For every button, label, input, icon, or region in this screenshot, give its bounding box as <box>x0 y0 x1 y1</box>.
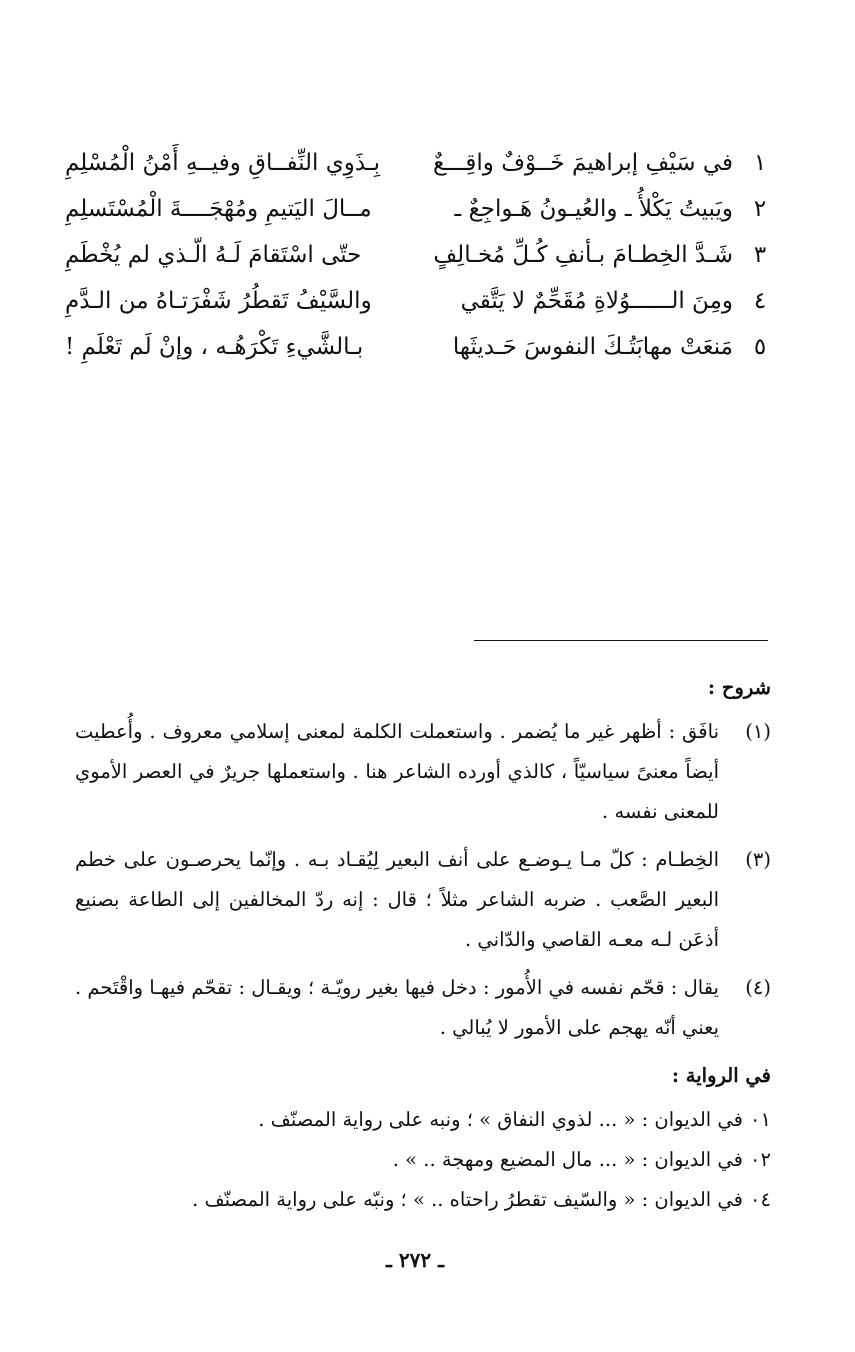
page-number: ـ ٢٧٢ ـ <box>386 1248 444 1272</box>
footnotes <box>75 668 771 1220</box>
verse-second-hemistich: بِـذَوِي النِّفــاقِ وفيــهِ أَمْنُ الْمُسْلِمِ <box>65 150 381 176</box>
verse-number: ٥ <box>753 334 767 360</box>
riwaya-item <box>75 1100 771 1140</box>
note-text: نافَق : أظهر غير ما يُضمر . واستعملت الكلمة لمعنى إسلامي معروف . وأُعطيت أيضاً معنىً سياسيّاً ، كالذي أورده الشاعر هنا . واستعملها جريرٌ في العصر الأموي للمعنى نفسه . <box>75 720 719 823</box>
footnote-separator <box>474 640 768 641</box>
verse-first-hemistich: في سَيْفِ إبراهيمَ خَــوْفٌ واقِـــعٌ <box>433 150 733 176</box>
riwaya-text: في الديوان : « ... مال المضيع ومهجة .. » . <box>392 1148 743 1171</box>
note-item <box>75 968 771 1048</box>
verse-line <box>65 324 777 370</box>
riwaya-number: ٠٢ <box>750 1148 771 1171</box>
verse-second-hemistich: بـالشَّيءِ تَكْرَهُـه ، وإنْ لَم تَعْلَمِ ! <box>65 334 364 360</box>
verse-second-hemistich: حتّى اسْتَقامَ لَـهُ الّـذي لم يُخْطَمِ <box>65 242 362 268</box>
verse-line <box>65 140 777 186</box>
note-number: (٤) <box>745 976 771 999</box>
verse-second-hemistich: مــالَ اليَتيمِ ومُهْجَــــةَ الْمُسْتَسلِمِ <box>65 196 372 222</box>
riwaya-item <box>75 1140 771 1180</box>
note-number: (١) <box>745 720 771 743</box>
verse-number: ١ <box>753 150 767 176</box>
riwaya-text: في الديوان : « والسّيف تقطرُ راحتاه .. » ؛ ونبّه على رواية المصنّف . <box>192 1188 743 1211</box>
poem <box>65 140 777 370</box>
riwaya-heading: في الرواية : <box>671 1064 771 1087</box>
verse-first-hemistich: ومِنَ الــــــوُلاةِ مُقَحِّمٌ لا يَتَّقي <box>460 288 733 314</box>
note-number: (٣) <box>745 848 771 871</box>
riwaya-number: ٠٤ <box>750 1188 771 1211</box>
verse-first-hemistich: مَنعَتْ مهابَتُـكَ النفوسَ حَـديثَها <box>452 334 733 360</box>
verse-first-hemistich: شَـدَّ الخِطـامَ بـأنفِ كُـلِّ مُخـالِفٍ <box>433 242 733 268</box>
note-text: الخِطـام : كلّ مـا يـوضـع على أنف البعير لِيُقـاد بـه . وإنّما يحرصـون على خطم البعير الصَّعب . ضربه الشاعر مثلاً ؛ قال : إنه ردّ المخالفين إلى الطاعة بصنيع أذعَن لـه معـه القاصي والدّاني . <box>75 848 719 951</box>
riwaya-item <box>75 1180 771 1220</box>
verse-second-hemistich: والسَّيْفُ تَقطُرُ شَفْرَتـاهُ من الـدَّمِ <box>65 288 372 314</box>
verse-number: ٢ <box>753 196 767 222</box>
note-item <box>75 712 771 832</box>
verse-first-hemistich: ويَبيتُ يَكْلأُ ـ والعُيـونُ هَـواجِعٌ ـ <box>454 196 733 222</box>
verse-number: ٣ <box>753 242 767 268</box>
verse-number: ٤ <box>753 288 767 314</box>
verse-line <box>65 186 777 232</box>
verse-line <box>65 232 777 278</box>
verse-line <box>65 278 777 324</box>
riwaya-number: ٠١ <box>750 1108 771 1131</box>
notes-heading: شروح : <box>707 676 771 699</box>
note-text: يقال : قحّم نفسه في الأُمور : دخل فيها بغير رويّـة ؛ ويقـال : تقحّم فيهـا واقْتَحم . يعني أنّه يهجم على الأمور لا يُبالي . <box>75 976 719 1039</box>
riwaya-text: في الديوان : « ... لذوي النفاق » ؛ ونبه على رواية المصنّف . <box>258 1108 743 1131</box>
note-item <box>75 840 771 960</box>
